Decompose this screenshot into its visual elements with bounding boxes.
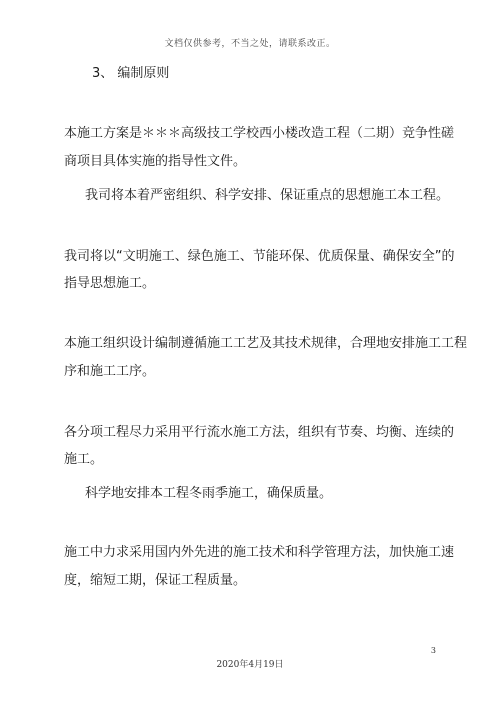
paragraph-1-line-1: 本施工方案是＊＊＊高级技工学校西小楼改造工程（二期）竞争性磋 (64, 126, 455, 141)
paragraph-2: 我司将本着严密组织、科学安排、保证重点的思想施工本工程。 (85, 188, 450, 203)
paragraph-5-line-2: 施工。 (64, 452, 104, 467)
paragraph-5-line-1: 各分项工程尽力采用平行流水施工方法，组织有节奏、均衡、连续的 (64, 425, 455, 440)
paragraph-4-line-2: 序和施工工序。 (64, 364, 156, 379)
paragraph-7-line-1: 施工中力求采用国内外先进的施工技术和科学管理方法，加快施工速 (64, 545, 455, 560)
paragraph-3-line-2: 指导思想施工。 (64, 276, 156, 291)
section-heading: 3、 编制原则 (92, 66, 170, 81)
paragraph-3-line-1: 我司将以“文明施工、绿色施工、节能环保、优质保量、确保安全”的 (64, 249, 455, 264)
paragraph-6: 科学地安排本工程冬雨季施工，确保质量。 (85, 486, 333, 501)
paragraph-1-line-2: 商项目具体实施的指导性文件。 (64, 154, 247, 169)
paragraph-4-line-1: 本施工组织设计编制遵循施工工艺及其技术规律，合理地安排施工工程 (64, 336, 468, 351)
paragraph-7-line-2: 度，缩短工期，保证工程质量。 (64, 573, 247, 588)
page-number: 3 (430, 646, 436, 655)
page-header: 文档仅供参考，不当之处，请联系改正。 (164, 39, 336, 49)
page-footer-date: 2020年4月19日 (216, 660, 284, 670)
